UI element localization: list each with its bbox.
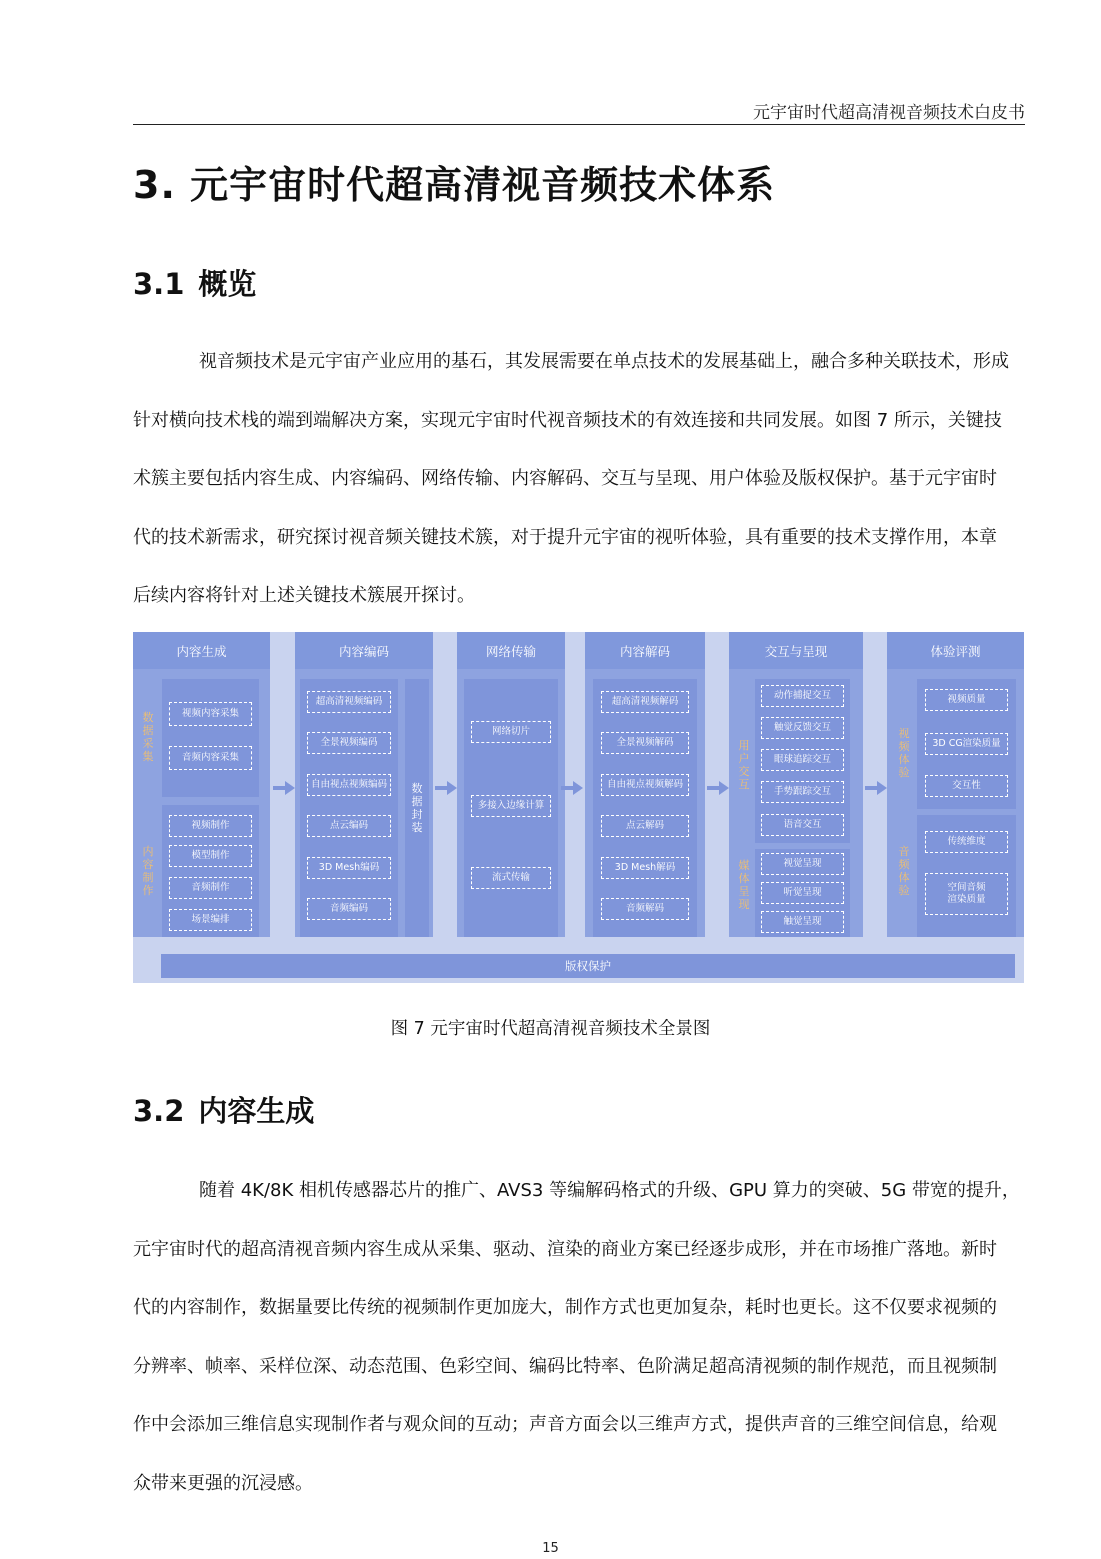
paragraph-line: 视音频技术是元宇宙产业应用的基石，其发展需要在单点技术的发展基础上，融合多种关联技术，形成 [199,351,1009,372]
section-heading-3-2 [133,1089,314,1130]
column-experience [887,669,1024,937]
diagram-item: 全景视频编码 [307,732,391,754]
flow-arrow [865,781,887,795]
paragraph-content-generation [133,1162,1025,1513]
diagram-item: 音频解码 [601,898,689,920]
diagram-item: 网络切片 [471,721,551,743]
column-content-gen [133,669,270,937]
group-label-content-production: 内 容 制 作 [142,845,154,897]
diagram-item: 触觉反馈交互 [761,717,844,739]
diagram-item: 视频制作 [169,815,252,837]
diagram-item: 音频编码 [307,898,391,920]
diagram-item: 交互性 [925,775,1008,797]
diagram-item: 音频制作 [169,877,252,899]
figure-tech-panorama [133,632,1024,983]
diagram-item: 手势跟踪交互 [761,781,844,803]
diagram-item: 流式传输 [471,867,551,889]
section-number: 3.1 [133,267,185,301]
paragraph-overview [133,333,1025,626]
group-label-video-experience: 视 频 体 验 [898,727,910,779]
paragraph-line: 代的技术新需求，研究探讨视音频关键技术簇，对于提升元宇宙的视听体验，具有重要的技术支撑作用，本章 [133,526,997,548]
diagram-item: 3D CG渲染质量 [925,733,1008,755]
diagram-item: 多接入边缘计算 [471,795,551,817]
paragraph-line: 分辨率、帧率、采样位深、动态范围、色彩空间、编码比特率、色阶满足超高清视频的制作规范，而且视频制 [133,1355,997,1377]
diagram-item: 自由视点视频解码 [601,774,689,796]
group-label-media-presentation: 媒 体 呈 现 [738,859,750,911]
diagram-item: 音频内容采集 [169,746,252,770]
group-label-audio-experience: 音 频 体 验 [898,845,910,897]
diagram-item: 眼球追踪交互 [761,749,844,771]
flow-arrow [561,781,583,795]
sub-panel-user-interaction [755,679,850,843]
column-header-content-dec: 内容解码 [585,632,705,669]
section-title: 内容生成 [198,1094,315,1128]
paragraph-line: 术簇主要包括内容生成、内容编码、网络传输、内容解码、交互与呈现、用户体验及版权保护。基于元宇宙时 [133,468,997,489]
diagram-item: 听觉呈现 [761,882,844,904]
diagram-item: 视频内容采集 [169,702,252,726]
column-interaction [729,669,863,937]
paragraph-line: 针对横向技术栈的端到端解决方案，实现元宇宙时代视音频技术的有效连接和共同发展。如图 7 所示，关键技 [133,409,1002,431]
page-number: 15 [542,1541,559,1556]
paragraph-line: 后续内容将针对上述关键技术簇展开探讨。 [133,585,475,606]
diagram-item: 3D Mesh编码 [307,857,391,879]
running-header [133,98,1025,125]
flow-arrow [707,781,729,795]
section-number: 3.2 [133,1094,185,1128]
section-heading-3-1 [133,262,256,303]
diagram-item: 点云解码 [601,815,689,837]
sub-panel-video-experience [917,679,1016,809]
flow-arrow [273,781,295,795]
diagram-item: 超高清视频解码 [601,691,689,713]
diagram-item: 模型制作 [169,845,252,867]
sub-panel-capture [162,679,259,797]
paragraph-line: 代的内容制作，数据量要比传统的视频制作更加庞大，制作方式也更加复杂，耗时也更长。这不仅要求视频的 [133,1297,997,1318]
paragraph-line: 作中会添加三维信息实现制作者与观众间的互动；声音方面会以三维声方式，提供声音的三维空间信息，给观 [133,1414,997,1435]
diagram-item: 超高清视频编码 [307,691,391,713]
flow-arrow [435,781,457,795]
group-label-user-interaction: 用 户 交 互 [738,739,750,791]
chapter-title: 3. 元宇宙时代超高清视音频技术体系 [133,163,776,207]
paragraph-line: 随着 4K/8K 相机传感器芯片的推广、AVS3 等编解码格式的升级、GPU 算力的突破、5G 带宽的提升， [199,1180,1020,1201]
diagram-item: 全景视频解码 [601,732,689,754]
data-encapsulation-box: 数 据 封 装 [405,679,429,937]
diagram-item: 视觉呈现 [761,853,844,875]
copyright-protection-bar: 版权保护 [161,954,1015,978]
sub-panel-media-presentation [755,849,850,937]
diagram-item: 空间音频 渲染质量 [925,873,1008,915]
column-content-enc [295,669,433,937]
figure-caption: 图 7 元宇宙时代超高清视音频技术全景图 [390,1019,711,1039]
sub-panel-network [464,679,558,937]
group-label-data-capture: 数 据 采 集 [142,711,154,763]
section-title: 概览 [198,267,257,301]
diagram-item: 动作捕捉交互 [761,685,844,707]
column-header-content-gen: 内容生成 [133,632,270,669]
diagram-item: 场景编排 [169,909,252,931]
column-header-network: 网络传输 [457,632,565,669]
diagram-item: 触觉呈现 [761,911,844,933]
column-content-dec [585,669,705,937]
diagram-item: 语音交互 [761,814,844,836]
diagram-item: 点云编码 [307,815,391,837]
sub-panel-audio-experience [917,815,1016,937]
running-title: 元宇宙时代超高清视音频技术白皮书 [753,103,1025,123]
column-header-content-enc: 内容编码 [295,632,433,669]
diagram-item: 传统维度 [925,831,1008,853]
diagram-item: 3D Mesh解码 [601,857,689,879]
sub-panel-production [162,805,259,937]
column-header-interaction: 交互与呈现 [729,632,863,669]
paragraph-line: 元宇宙时代的超高清视音频内容生成从采集、驱动、渲染的商业方案已经逐步成形，并在市场推广落地。新时 [133,1238,997,1260]
column-header-experience: 体验评测 [887,632,1024,669]
diagram-item: 自由视点视频编码 [307,774,391,796]
sub-panel-decoding [593,679,697,937]
sub-panel-encoding [300,679,398,937]
diagram-item: 视频质量 [925,689,1008,711]
paragraph-line: 众带来更强的沉浸感。 [133,1472,313,1494]
column-network [457,669,565,937]
